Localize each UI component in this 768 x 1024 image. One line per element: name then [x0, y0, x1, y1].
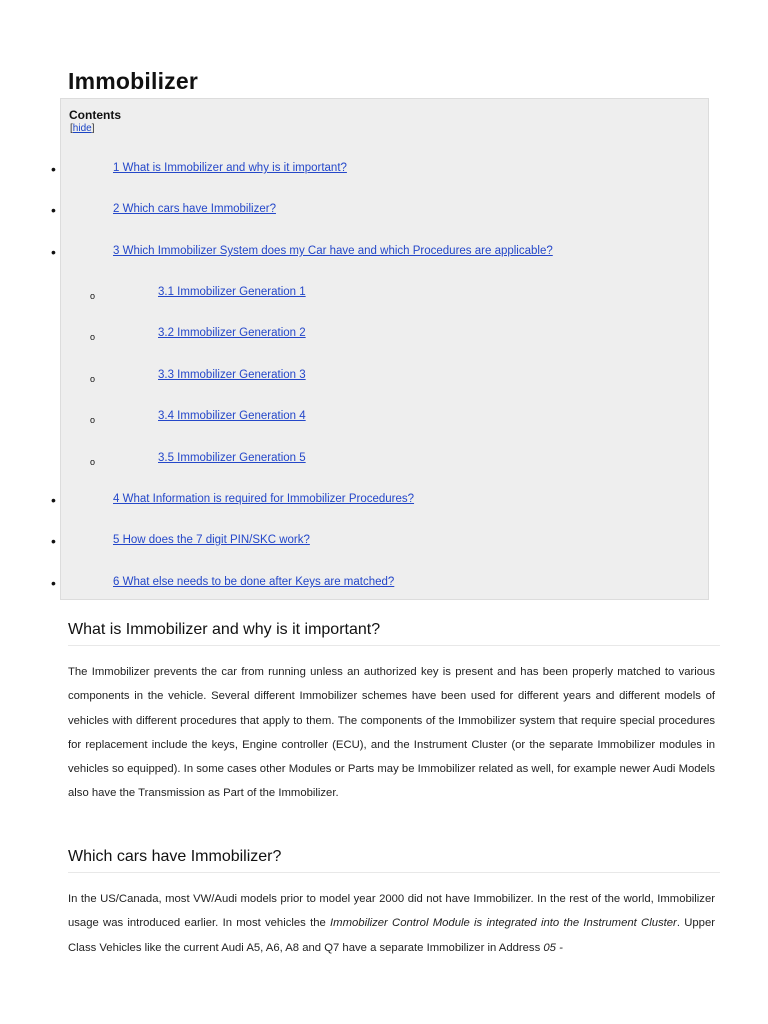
bullet-circle-icon: o [90, 291, 96, 301]
toc-link-1[interactable]: 1 What is Immobilizer and why is it important? [113, 162, 347, 174]
bullet-circle-icon: o [90, 415, 96, 425]
paragraph-italic-text: Immobilizer Control Module is integrated into the Instrument Cluster [330, 917, 677, 930]
toc-link-3-3[interactable]: 3.3 Immobilizer Generation 3 [158, 369, 306, 381]
bullet-disc-icon: • [51, 161, 56, 177]
toc-link-3-5[interactable]: 3.5 Immobilizer Generation 5 [158, 452, 306, 464]
section-heading: Which cars have Immobilizer? [68, 848, 720, 873]
toc-link-3-4[interactable]: 3.4 Immobilizer Generation 4 [158, 410, 306, 422]
toc-link-6[interactable]: 6 What else needs to be done after Keys are matched? [113, 576, 395, 588]
toc-toggle [70, 123, 94, 134]
toc-link-2[interactable]: 2 Which cars have Immobilizer? [113, 203, 276, 215]
toc-link-5[interactable]: 5 How does the 7 digit PIN/SKC work? [113, 534, 310, 546]
paragraph-text: In the US/Canada, most VW/Audi models prior to model year 2000 did not have Immobilizer. In the rest of the world, Immobilizer usage was introduced earlier. In most vehicles the [68, 893, 715, 930]
bullet-disc-icon: • [51, 202, 56, 218]
paragraph-italic-text: 05 - [543, 941, 563, 954]
section-paragraph [68, 887, 715, 960]
toc-toggle-close-bracket: ] [91, 123, 95, 134]
toc-link-3-1[interactable]: 3.1 Immobilizer Generation 1 [158, 286, 306, 298]
bullet-disc-icon: • [51, 244, 56, 260]
toc-link-4[interactable]: 4 What Information is required for Immobilizer Procedures? [113, 493, 415, 505]
toc-toggle-open-bracket: [ [70, 123, 73, 134]
paragraph-text: . Upper Class Vehicles like the current Audi A5, A6, A8 and Q7 have a separate Immobilizer in Address [68, 917, 715, 954]
bullet-circle-icon: o [90, 332, 96, 342]
section-paragraph: The Immobilizer prevents the car from running unless an authorized key is present and has been properly matched to various components in the vehicle. Several different Immobilizer schemes have been used for different years and different models of vehicles with different procedures that apply to them. The components of the Immobilizer system that require special procedures for replacement include the keys, Engine controller (ECU), and the Instrument Cluster (or the separate Immobilizer modules in vehicles so equipped). In some cases other Modules or Parts may be Immobilizer related as well, for example newer Audi Models also have the Transmission as Part of the Immobilizer. [68, 666, 715, 800]
bullet-circle-icon: o [90, 457, 96, 467]
bullet-circle-icon: o [90, 374, 96, 384]
bullet-disc-icon: • [51, 575, 56, 591]
bullet-disc-icon: • [51, 533, 56, 549]
toc-hide-link[interactable]: hide [72, 123, 92, 134]
bullet-disc-icon: • [51, 492, 56, 508]
toc-link-3[interactable]: 3 Which Immobilizer System does my Car have and which Procedures are applicable? [113, 245, 553, 257]
section-heading: What is Immobilizer and why is it important? [68, 621, 720, 646]
toc-link-3-2[interactable]: 3.2 Immobilizer Generation 2 [158, 327, 306, 339]
toc-heading: Contents [69, 108, 121, 122]
page-title: Immobilizer [68, 68, 199, 94]
